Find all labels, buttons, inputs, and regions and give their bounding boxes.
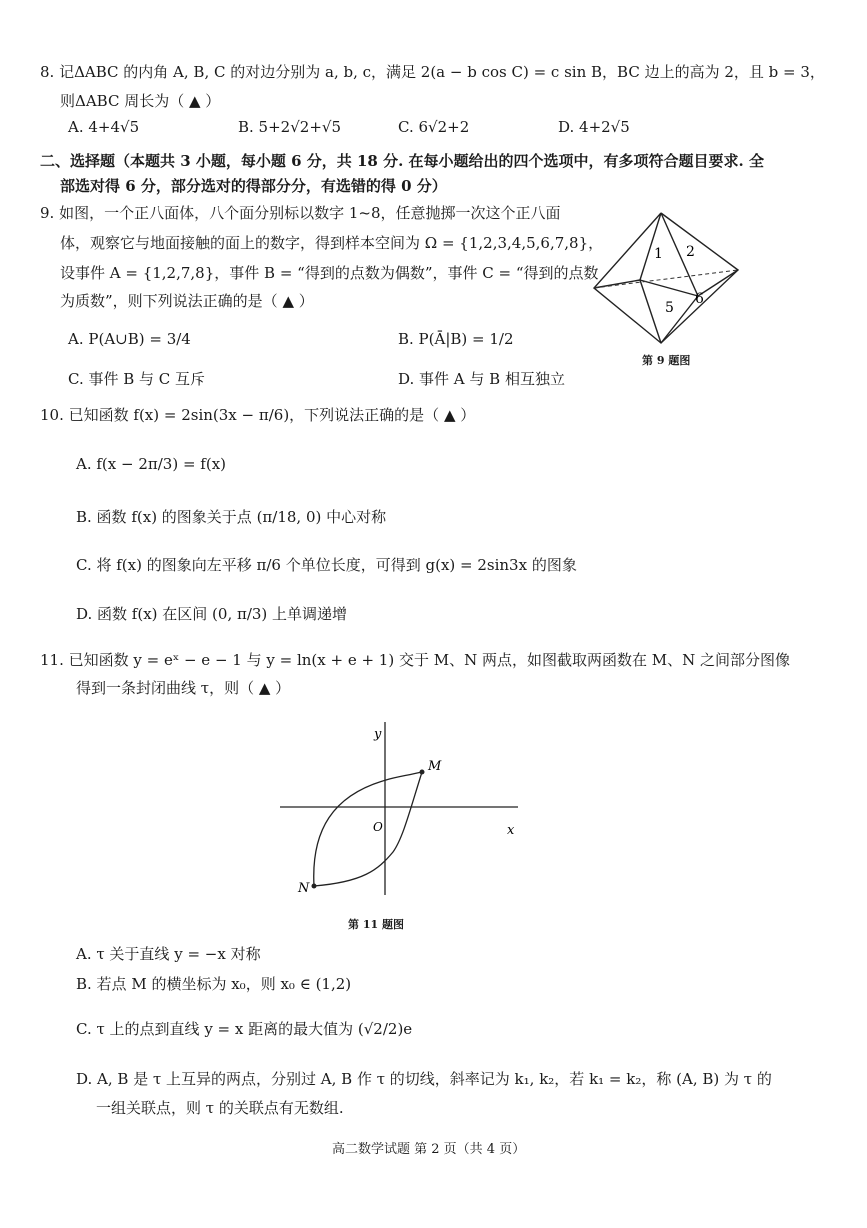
q9-stem-line1: 9. 如图，一个正八面体，八个面分别标以数字 1~8，任意抛掷一次这个正八面 (40, 204, 561, 222)
point-n (312, 884, 317, 889)
q10-option-a: A. f(x − 2π/3) = f(x) (76, 455, 227, 473)
face-label-2: 2 (686, 244, 695, 260)
q8-option-c: C. 6√2+2 (398, 118, 470, 136)
q9-option-c: C. 事件 B 与 C 互斥 (68, 370, 206, 388)
q10-stem: 10. 已知函数 f(x) = 2sin(3x − π/6)，下列说法正确的是（ ▲ ） (40, 406, 476, 424)
q9-option-d: D. 事件 A 与 B 相互独立 (398, 370, 565, 388)
q9-stem-line3: 设事件 A = {1,2,7,8}，事件 B = “得到的点数为偶数”，事件 C = “得到的点数 (60, 264, 599, 282)
q10-option-b: B. 函数 f(x) 的图象关于点 (π/18, 0) 中心对称 (76, 508, 387, 526)
q8-stem-line2: 则ΔABC 周长为（ ▲ ） (60, 92, 221, 110)
face-label-1: 1 (654, 246, 663, 262)
q9-figure-caption: 第 9 题图 (642, 354, 691, 367)
origin-label: O (373, 820, 383, 834)
q8-stem-line1: 8. 记ΔABC 的内角 A, B, C 的对边分别为 a, b, c，满足 2(a − b cos C) = c sin B，BC 边上的高为 2，且 b = 3， (40, 63, 825, 81)
point-n-label: N (298, 881, 310, 896)
section-2-heading-line2: 部选对得 6 分，部分选对的得部分分，有选错的得 0 分） (60, 177, 447, 195)
q11-figure-caption: 第 11 题图 (348, 918, 404, 931)
face-label-6: 6 (695, 291, 704, 307)
point-m-label: M (428, 759, 442, 774)
q11-option-d-line1: D. A, B 是 τ 上互异的两点，分别过 A, B 作 τ 的切线，斜率记为 k₁, k₂，若 k₁ = k₂，称 (A, B) 为 τ 的 (76, 1070, 772, 1088)
log-curve (314, 772, 422, 886)
page-footer: 高二数学试题 第 2 页（共 4 页） (332, 1142, 526, 1157)
q9-option-a: A. P(A∪B) = 3/4 (68, 330, 191, 348)
q11-option-d-line2: 一组关联点，则 τ 的关联点有无数组. (96, 1099, 344, 1117)
face-label-5: 5 (665, 300, 674, 316)
y-axis-label: y (374, 727, 382, 742)
q11-option-b: B. 若点 M 的横坐标为 x₀，则 x₀ ∈ (1,2) (76, 975, 352, 993)
q9-stem-line4: 为质数”，则下列说法正确的是（ ▲ ） (60, 292, 314, 310)
q11-option-c: C. τ 上的点到直线 y = x 距离的最大值为 (√2/2)e (76, 1020, 413, 1038)
q8-option-b: B. 5+2√2+√5 (238, 118, 341, 136)
q10-option-d: D. 函数 f(x) 在区间 (0, π/3) 上单调递增 (76, 605, 348, 623)
q9-option-b: B. P(Ā|B) = 1/2 (398, 330, 514, 348)
q11-stem-line2: 得到一条封闭曲线 τ，则（ ▲ ） (76, 679, 291, 697)
octahedron-figure (588, 208, 748, 348)
q9-stem-line2: 体，观察它与地面接触的面上的数字，得到样本空间为 Ω = {1,2,3,4,5,6,7,8}， (60, 234, 604, 252)
exp-curve (314, 772, 422, 886)
q11-option-a: A. τ 关于直线 y = −x 对称 (76, 945, 261, 963)
q8-option-d: D. 4+2√5 (558, 118, 630, 136)
q10-option-c: C. 将 f(x) 的图象向左平移 π/6 个单位长度，可得到 g(x) = 2sin3x 的图象 (76, 556, 577, 574)
closed-curve-graph (278, 720, 523, 900)
q11-stem-line1: 11. 已知函数 y = eˣ − e − 1 与 y = ln(x + e + 1) 交于 M、N 两点，如图截取两函数在 M、N 之间部分图像 (40, 651, 791, 669)
point-m (420, 770, 425, 775)
q8-option-a: A. 4+4√5 (68, 118, 140, 136)
x-axis-label: x (507, 823, 515, 838)
section-2-heading-line1: 二、选择题（本题共 3 小题，每小题 6 分，共 18 分. 在每小题给出的四个选项中，有多项符合题目要求. 全 (40, 152, 764, 170)
